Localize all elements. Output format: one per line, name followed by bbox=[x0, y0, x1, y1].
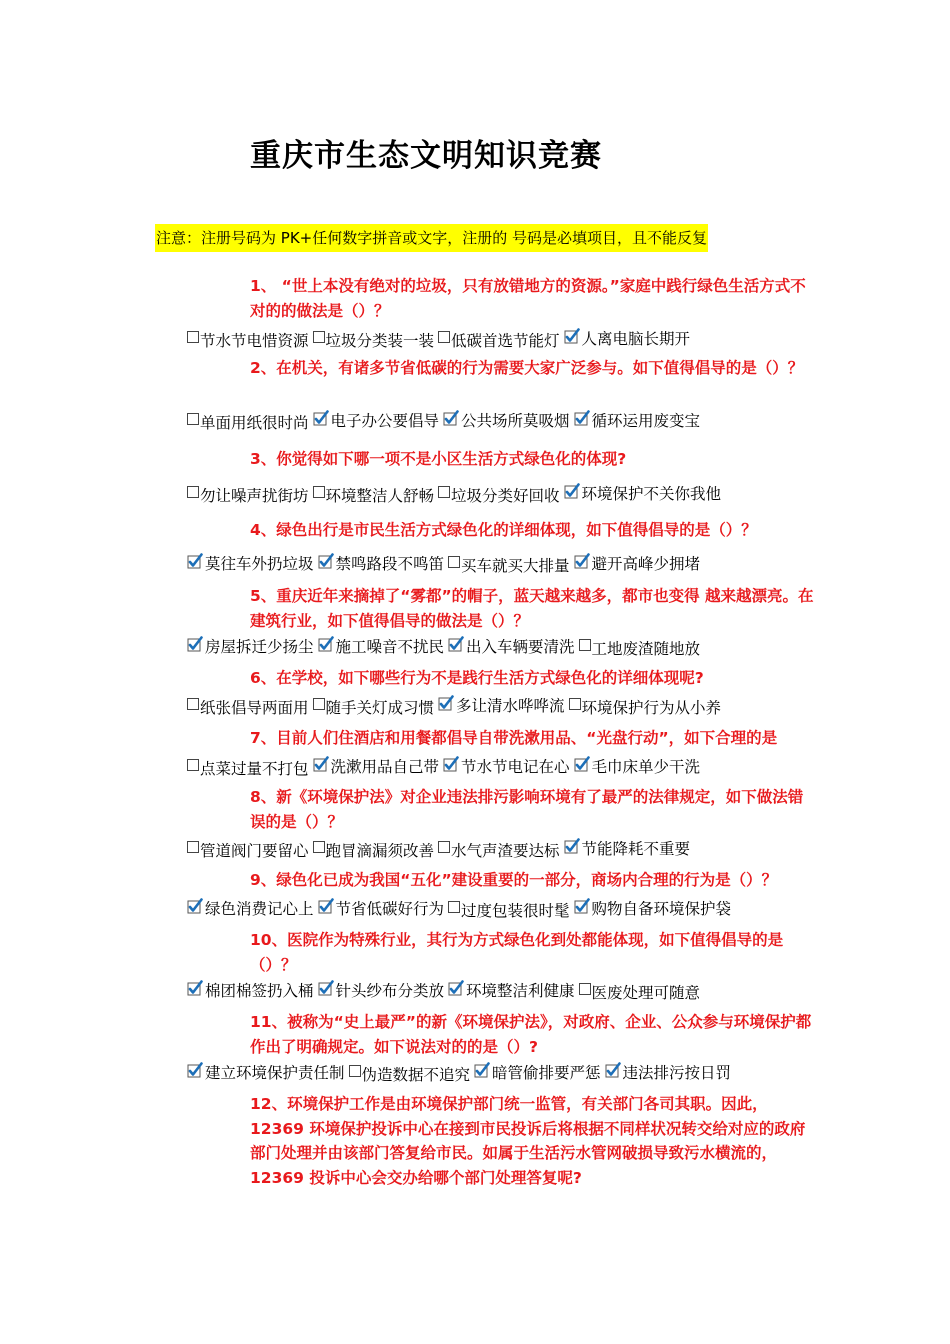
options-row-6 bbox=[187, 695, 725, 717]
option-8-3[interactable] bbox=[438, 840, 560, 862]
option-label: 节能降耗不重要 bbox=[581, 840, 691, 858]
option-11-3[interactable] bbox=[474, 1062, 601, 1084]
option-9-3[interactable] bbox=[448, 900, 570, 922]
checked-checkbox-icon[interactable] bbox=[574, 553, 590, 569]
question-11: 11、被称为“史上最严”的新《环境保护法》，对政府、企业、公众参与环境保护都作出了明确规定。如下说法对的的是（）? bbox=[250, 1013, 812, 1056]
option-7-4[interactable] bbox=[574, 756, 701, 778]
option-2-1[interactable] bbox=[187, 412, 309, 434]
question-8: 8、新《环境保护法》对企业违法排污影响环境有了最严的法律规定，如下做法错误的是（）？ bbox=[250, 788, 804, 831]
option-3-4[interactable] bbox=[564, 483, 722, 505]
checked-checkbox-icon[interactable] bbox=[605, 1062, 621, 1078]
option-3-1[interactable] bbox=[187, 485, 309, 507]
checked-checkbox-icon[interactable] bbox=[313, 756, 329, 772]
unchecked-checkbox-icon[interactable] bbox=[313, 841, 325, 853]
question-1: 1、 “世上本没有绝对的垃圾，只有放错地方的资源。”家庭中践行绿色生活方式不对的的做法是（）？ bbox=[250, 277, 806, 320]
option-label: 工地废渣随地放 bbox=[591, 640, 701, 658]
option-5-4[interactable] bbox=[579, 638, 701, 660]
unchecked-checkbox-icon[interactable] bbox=[448, 556, 460, 568]
option-label: 纸张倡导两面用 bbox=[200, 699, 309, 717]
checked-checkbox-icon[interactable] bbox=[438, 695, 454, 711]
option-label: 随手关灯成习惯 bbox=[325, 699, 435, 717]
unchecked-checkbox-icon[interactable] bbox=[187, 698, 199, 710]
option-8-4[interactable] bbox=[564, 838, 691, 860]
option-9-1[interactable] bbox=[187, 898, 314, 920]
option-3-3[interactable] bbox=[438, 485, 560, 507]
unchecked-checkbox-icon[interactable] bbox=[438, 331, 450, 343]
checked-checkbox-icon[interactable] bbox=[187, 553, 203, 569]
option-label: 建立环境保护责任制 bbox=[205, 1064, 345, 1082]
option-5-2[interactable] bbox=[318, 636, 445, 658]
unchecked-checkbox-icon[interactable] bbox=[187, 331, 199, 343]
option-label: 环境整洁人舒畅 bbox=[325, 487, 435, 505]
option-6-2[interactable] bbox=[313, 697, 435, 719]
option-1-2[interactable] bbox=[313, 330, 435, 352]
option-7-1[interactable] bbox=[187, 758, 309, 780]
unchecked-checkbox-icon[interactable] bbox=[187, 413, 199, 425]
option-label: 过度包装很时髦 bbox=[461, 902, 570, 920]
question-10: 10、医院作为特殊行业，其行为方式绿色化到处都能体现，如下值得倡导的是（）？ bbox=[250, 931, 784, 974]
checked-checkbox-icon[interactable] bbox=[564, 483, 580, 499]
option-9-4[interactable] bbox=[574, 898, 732, 920]
question-2: 2、在机关，有诸多节省低碳的行为需要大家广泛参与。如下值得倡导的是（）？ bbox=[250, 359, 804, 377]
option-9-2[interactable] bbox=[318, 898, 445, 920]
options-row-2 bbox=[187, 410, 704, 432]
checked-checkbox-icon[interactable] bbox=[187, 1062, 203, 1078]
checked-checkbox-icon[interactable] bbox=[187, 636, 203, 652]
option-8-2[interactable] bbox=[313, 840, 435, 862]
checked-checkbox-icon[interactable] bbox=[474, 1062, 490, 1078]
option-label: 环境保护行为从小养 bbox=[581, 699, 722, 717]
option-label: 垃圾分类装一装 bbox=[325, 332, 435, 350]
option-5-3[interactable] bbox=[448, 636, 575, 658]
option-1-1[interactable] bbox=[187, 330, 309, 352]
option-label: 水气声渣要达标 bbox=[451, 842, 560, 860]
unchecked-checkbox-icon[interactable] bbox=[569, 698, 581, 710]
option-4-1[interactable] bbox=[187, 553, 314, 575]
option-label: 出入车辆要清洗 bbox=[466, 638, 575, 656]
option-label: 伪造数据不追究 bbox=[361, 1066, 471, 1084]
question-9: 9、绿色化已成为我国“五化”建设重要的一部分，商场内合理的行为是（）？ bbox=[250, 871, 778, 889]
option-label: 多让清水哗哗流 bbox=[456, 697, 565, 715]
option-label: 循环运用废变宝 bbox=[591, 412, 701, 430]
option-7-2[interactable] bbox=[313, 756, 440, 778]
options-row-7 bbox=[187, 756, 704, 778]
options-row-4 bbox=[187, 553, 704, 575]
option-label: 莫往车外扔垃圾 bbox=[205, 555, 314, 573]
question-5: 5、重庆近年来摘掉了“雾都”的帽子，蓝天越来越多，都市也变得 越来越漂亮。在建筑行业，如下值得倡导的做法是（）？ bbox=[250, 587, 814, 630]
options-row-11 bbox=[187, 1062, 735, 1084]
unchecked-checkbox-icon[interactable] bbox=[438, 841, 450, 853]
options-row-3 bbox=[187, 483, 725, 505]
option-label: 电子办公要倡导 bbox=[330, 412, 440, 430]
option-6-1[interactable] bbox=[187, 697, 309, 719]
checked-checkbox-icon[interactable] bbox=[574, 756, 590, 772]
option-label: 医废处理可随意 bbox=[591, 984, 701, 1002]
option-label: 环境保护不关你我他 bbox=[581, 485, 722, 503]
option-6-4[interactable] bbox=[569, 697, 722, 719]
options-row-10 bbox=[187, 980, 704, 1002]
checked-checkbox-icon[interactable] bbox=[564, 838, 580, 854]
option-10-4[interactable] bbox=[579, 982, 701, 1004]
option-label: 跑冒滴漏须改善 bbox=[325, 842, 435, 860]
unchecked-checkbox-icon[interactable] bbox=[187, 759, 199, 771]
option-label: 单面用纸很时尚 bbox=[200, 414, 309, 432]
option-4-2[interactable] bbox=[318, 553, 445, 575]
checked-checkbox-icon[interactable] bbox=[318, 898, 334, 914]
options-row-1 bbox=[187, 328, 694, 350]
unchecked-checkbox-icon[interactable] bbox=[313, 486, 325, 498]
option-label: 房屋拆迁少扬尘 bbox=[205, 638, 314, 656]
option-1-3[interactable] bbox=[438, 330, 560, 352]
option-6-3[interactable] bbox=[438, 695, 565, 717]
checked-checkbox-icon[interactable] bbox=[187, 980, 203, 996]
page-title: 重庆市生态文明知识竞赛 bbox=[250, 138, 602, 174]
checked-checkbox-icon[interactable] bbox=[318, 980, 334, 996]
options-row-5 bbox=[187, 636, 704, 658]
option-label: 禁鸣路段不鸣笛 bbox=[335, 555, 445, 573]
option-label: 避开高峰少拥堵 bbox=[591, 555, 701, 573]
option-7-3[interactable] bbox=[443, 756, 570, 778]
checked-checkbox-icon[interactable] bbox=[443, 410, 459, 426]
unchecked-checkbox-icon[interactable] bbox=[313, 331, 325, 343]
option-label: 勿让噪声扰街坊 bbox=[200, 487, 309, 505]
option-label: 暗管偷排要严惩 bbox=[492, 1064, 601, 1082]
option-5-1[interactable] bbox=[187, 636, 314, 658]
option-label: 环境整洁利健康 bbox=[466, 982, 575, 1000]
option-label: 人离电脑长期开 bbox=[581, 330, 691, 348]
option-label: 施工噪音不扰民 bbox=[335, 638, 445, 656]
unchecked-checkbox-icon[interactable] bbox=[438, 486, 450, 498]
question-4: 4、绿色出行是市民生活方式绿色化的详细体现，如下值得倡导的是（）？ bbox=[250, 521, 757, 539]
unchecked-checkbox-icon[interactable] bbox=[579, 983, 591, 995]
option-label: 购物自备环境保护袋 bbox=[591, 900, 732, 918]
option-10-3[interactable] bbox=[448, 980, 575, 1002]
checked-checkbox-icon[interactable] bbox=[574, 898, 590, 914]
unchecked-checkbox-icon[interactable] bbox=[187, 486, 199, 498]
option-4-4[interactable] bbox=[574, 553, 701, 575]
option-label: 洗漱用品自己带 bbox=[330, 758, 440, 776]
options-row-8 bbox=[187, 838, 694, 860]
option-1-4[interactable] bbox=[564, 328, 691, 350]
checked-checkbox-icon[interactable] bbox=[187, 898, 203, 914]
checked-checkbox-icon[interactable] bbox=[313, 410, 329, 426]
option-label: 节水节电记在心 bbox=[461, 758, 570, 776]
option-label: 绿色消费记心上 bbox=[205, 900, 314, 918]
option-2-2[interactable] bbox=[313, 410, 440, 432]
unchecked-checkbox-icon[interactable] bbox=[448, 901, 460, 913]
question-12: 12、环境保护工作是由环境保护部门统一监管，有关部门各司其职。因此，12369 环境保护投诉中心在接到市民投诉后将根据不同样状况转交给对应的政府部门处理并由该部门答复给市民。如属于生活污水管网破损导致污水横流的，12369 投诉中心会交办给哪个部门处理答复呢? bbox=[250, 1095, 806, 1187]
checked-checkbox-icon[interactable] bbox=[443, 756, 459, 772]
checked-checkbox-icon[interactable] bbox=[564, 328, 580, 344]
option-label: 节省低碳好行为 bbox=[335, 900, 445, 918]
option-label: 违法排污按日罚 bbox=[622, 1064, 732, 1082]
checked-checkbox-icon[interactable] bbox=[318, 636, 334, 652]
options-row-9 bbox=[187, 898, 735, 920]
option-2-4[interactable] bbox=[574, 410, 701, 432]
question-3: 3、你觉得如下哪一项不是小区生活方式绿色化的体现? bbox=[250, 450, 627, 468]
option-11-1[interactable] bbox=[187, 1062, 345, 1084]
option-2-3[interactable] bbox=[443, 410, 570, 432]
option-label: 公共场所莫吸烟 bbox=[461, 412, 570, 430]
unchecked-checkbox-icon[interactable] bbox=[187, 841, 199, 853]
option-label: 毛巾床单少干洗 bbox=[591, 758, 701, 776]
option-label: 节水节电惜资源 bbox=[200, 332, 309, 350]
option-11-2[interactable] bbox=[349, 1064, 471, 1086]
unchecked-checkbox-icon[interactable] bbox=[349, 1065, 361, 1077]
option-11-4[interactable] bbox=[605, 1062, 732, 1084]
unchecked-checkbox-icon[interactable] bbox=[579, 639, 591, 651]
question-7: 7、目前人们住酒店和用餐都倡导自带洗漱用品、“光盘行动”，如下合理的是 bbox=[250, 729, 778, 747]
option-label: 针头纱布分类放 bbox=[335, 982, 445, 1000]
checked-checkbox-icon[interactable] bbox=[318, 553, 334, 569]
option-10-2[interactable] bbox=[318, 980, 445, 1002]
option-label: 点菜过量不打包 bbox=[200, 760, 309, 778]
checked-checkbox-icon[interactable] bbox=[448, 636, 464, 652]
unchecked-checkbox-icon[interactable] bbox=[313, 698, 325, 710]
registration-notice: 注意：注册号码为 PK+任何数字拼音或文字，注册的 号码是必填项目，且不能反复 bbox=[155, 224, 708, 252]
option-label: 管道阀门要留心 bbox=[200, 842, 309, 860]
checked-checkbox-icon[interactable] bbox=[574, 410, 590, 426]
option-10-1[interactable] bbox=[187, 980, 314, 1002]
checked-checkbox-icon[interactable] bbox=[448, 980, 464, 996]
option-8-1[interactable] bbox=[187, 840, 309, 862]
option-label: 棉团棉签扔入桶 bbox=[205, 982, 314, 1000]
option-label: 买车就买大排量 bbox=[461, 557, 570, 575]
option-label: 垃圾分类好回收 bbox=[451, 487, 560, 505]
option-label: 低碳首选节能灯 bbox=[451, 332, 560, 350]
question-6: 6、在学校，如下哪些行为不是践行生活方式绿色化的详细体现呢? bbox=[250, 669, 704, 687]
option-3-2[interactable] bbox=[313, 485, 435, 507]
option-4-3[interactable] bbox=[448, 555, 570, 577]
